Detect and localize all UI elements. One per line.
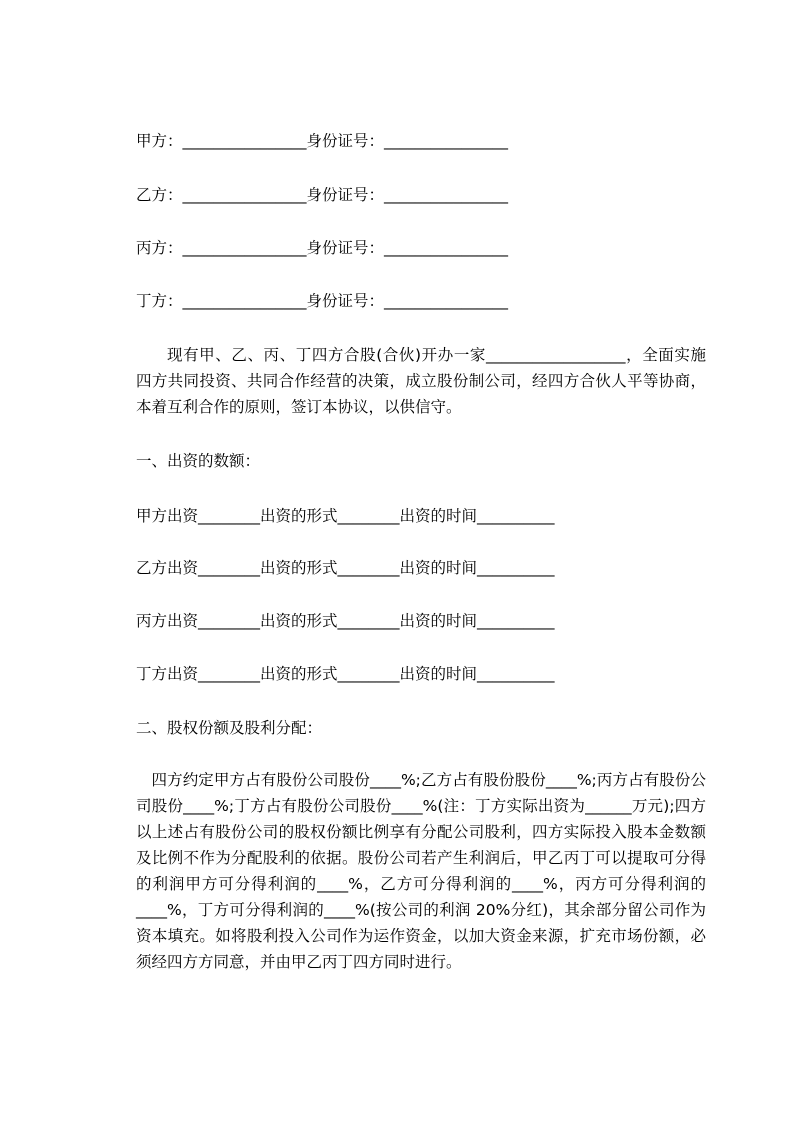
id-label: 身份证号： [306,186,385,204]
party-name: 丙方： [136,239,183,257]
party-name: 乙方： [136,186,183,204]
party-name: 丁方： [136,292,183,310]
id-label: 身份证号： [306,292,385,310]
section-heading-contribution: 一、出资的数额： [136,452,261,470]
intro-paragraph: 现有甲、乙、丙、丁四方合股(合伙)开办一家__________________，全面实施四方共同投资、共同合作经营的决策，成立股份制公司，经四方合伙人平等协商，本着互利合作的原则，签订本协议，以供信守。 [136,346,706,416]
id-label: 身份证号： [306,239,385,257]
party-name-blank: ________________ [182,239,307,257]
id-blank: ________________ [384,186,509,204]
id-blank: ________________ [384,292,509,310]
id-blank: ________________ [384,239,509,257]
contribution-row: 甲方出资________出资的形式________出资的时间__________ [136,507,555,525]
section-heading-equity: 二、股权份额及股利分配： [136,719,323,737]
contribution-row: 乙方出资________出资的形式________出资的时间__________ [136,559,555,577]
equity-paragraph: 四方约定甲方占有股份公司股份____%;乙方占有股份股份____%;丙方占有股份公司股份____%;丁方占有股份公司股份____%(注：丁方实际出资为______万元);四方以上述占有股份公司的股权份额比例享有分配公司股利，四方实际投入股本金数额及比例不作为分配股利的依据。股份公司若产生利润后，甲乙丙丁可以提取可分得的利润甲方可分得利润的____%，乙方可分得利润的____%，丙方可分得利润的____%，丁方可分得利润的____%(按公司的利润 20%分红)，其余部分留公司作为资本填充。如将股利投入公司作为运作资金，以加大资金来源，扩充市场份额，必须经四方方同意，并由甲乙丙丁四方同时进行。 [136,771,706,971]
party-line-yi [136,185,508,205]
party-line-jia [136,131,508,151]
party-line-bing [136,238,508,258]
party-line-ding [136,291,508,311]
contribution-row: 丙方出资________出资的形式________出资的时间__________ [136,612,555,630]
id-label: 身份证号： [306,132,385,150]
contribution-row: 丁方出资________出资的形式________出资的时间__________ [136,665,555,683]
party-name-blank: ________________ [182,186,307,204]
party-name: 甲方： [136,132,183,150]
party-name-blank: ________________ [182,132,307,150]
party-name-blank: ________________ [182,292,307,310]
id-blank: ________________ [384,132,509,150]
